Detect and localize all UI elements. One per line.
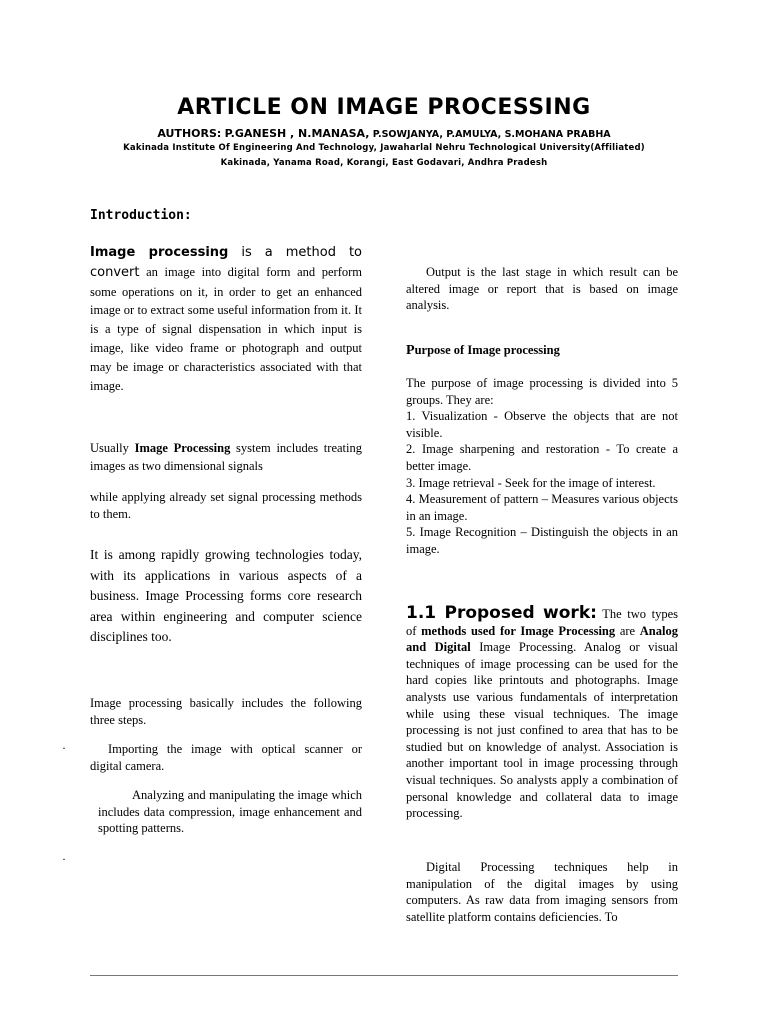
purpose-item: 3. Image retrieval - Seek for the image of interest. xyxy=(406,475,656,490)
three-steps-paragraph: Image processing basically includes the following three steps. xyxy=(90,696,362,727)
bullet-marker: · xyxy=(62,741,66,755)
proposed-text-2: are xyxy=(615,623,640,638)
article-title: ARTICLE ON IMAGE PROCESSING xyxy=(177,95,591,120)
purpose-list xyxy=(406,375,678,558)
introduction-heading: Introduction: xyxy=(90,208,192,223)
authors-line xyxy=(0,127,768,140)
growing-tech-paragraph: It is among rapidly growing technologies today, with its applications in various aspects of a business. Image Processing forms core research area within engineering and computer science disciplines too. xyxy=(90,547,362,644)
usually-post: system includes treating images as two dimensional signals xyxy=(90,441,362,473)
usually-bold: Image Processing xyxy=(134,441,231,455)
step-importing: Importing the image with optical scanner or digital camera. xyxy=(90,742,362,773)
authors-primary: P.GANESH , N.MANASA, xyxy=(224,127,370,140)
purpose-heading-rest: urpose of Image processing xyxy=(414,343,560,357)
purpose-item: 2. Image sharpening and restoration - To create a better image. xyxy=(406,442,678,473)
purpose-heading-initial: P xyxy=(406,343,415,358)
proposed-work-heading: 1.1 Proposed work: xyxy=(406,603,597,623)
purpose-item: 5. Image Recognition – Distinguish the objects in an image. xyxy=(406,525,678,556)
proposed-bold-1: methods used for Image Processing xyxy=(421,623,616,638)
authors-secondary: P.SOWJANYA, P.AMULYA, S.MOHANA PRABHA xyxy=(372,129,611,140)
intro-lead-term: Image processing xyxy=(90,245,229,260)
bullet-marker: · xyxy=(62,852,66,866)
purpose-item: 4. Measurement of pattern – Measures various objects in an image. xyxy=(406,492,678,523)
footer-divider xyxy=(90,975,678,976)
proposed-text-1: The two types of xyxy=(406,607,678,638)
intro-body: an image into digital form and perform some operations on it, in order to get an enhanced image or to extract some useful information from it. It is a type of signal dispensation in which input is image, like video frame or photograph and output may be image or characteristics associated with that image. xyxy=(90,264,363,393)
purpose-intro: The purpose of image processing is divided into 5 groups. They are: xyxy=(406,376,678,407)
usually-paragraph xyxy=(90,439,362,475)
proposed-text-3: Image Processing. Analog or visual techniques of image processing can be used for the hard copies like printouts and photographs. Image analysts use various fundamentals of interpretation while using these visual techniques. The image processing is not just confined to area that has to be studied but on knowledge of analyst. Association is another important tool in image processing through visual techniques. So analysts apply a combination of personal knowledge and collateral data to image processing. xyxy=(406,640,678,821)
authors-label: AUTHORS: xyxy=(157,127,222,140)
affiliation-line-2: Kakinada, Yanama Road, Korangi, East Godavari, Andhra Pradesh xyxy=(220,158,548,168)
digital-processing-paragraph: Digital Processing techniques help in manipulation of the digital images by using computers. As raw data from imaging sensors from satellite platform contains deficiencies. To xyxy=(406,860,678,924)
intro-lead-rest: is a method to convert xyxy=(90,245,363,280)
usually-pre: Usually xyxy=(90,441,135,455)
purpose-item: 1. Visualization - Observe the objects that are not visible. xyxy=(406,409,678,440)
proposed-bold-2: Analog and Digital xyxy=(406,623,678,655)
step-analyzing: Analyzing and manipulating the image which includes data compression, image enhancement and spotting patterns. xyxy=(98,788,362,836)
signal-methods-paragraph: while applying already set signal processing methods to them. xyxy=(90,490,362,521)
purpose-heading xyxy=(406,343,560,359)
proposed-work-paragraph xyxy=(406,605,678,822)
affiliation-line-1: Kakinada Institute Of Engineering And Technology, Jawaharlal Nehru Technological University(Affiliated) xyxy=(123,143,645,153)
intro-paragraph xyxy=(90,243,362,395)
output-paragraph: Output is the last stage in which result can be altered image or report that is based on image analysis. xyxy=(406,265,678,313)
